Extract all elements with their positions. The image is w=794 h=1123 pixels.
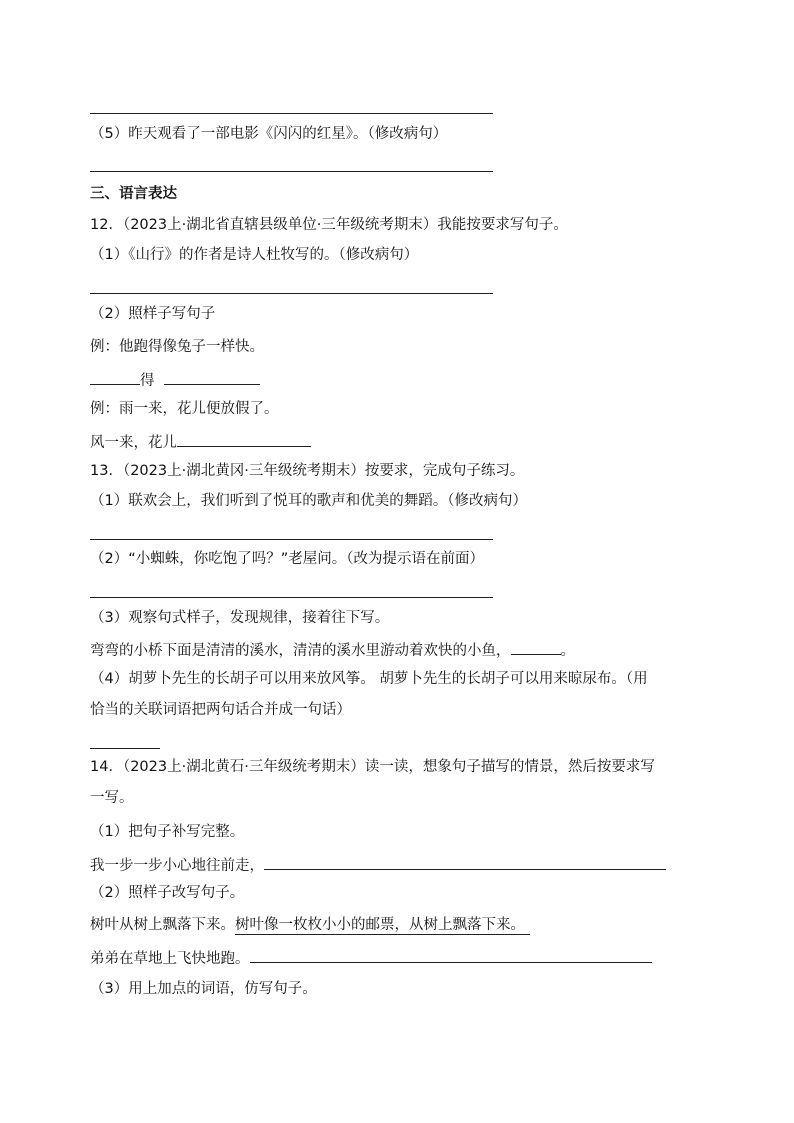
wind-prefix: 风一来，花儿 (90, 435, 177, 451)
run-prefix: 弟弟在草地上飞快地跑。 (90, 951, 250, 967)
question-12-part-1: （1）《山行》的作者是诗人杜牧写的。（修改病句） (90, 247, 419, 263)
de-char: 得 (140, 373, 155, 389)
question-11-5: （5）昨天观看了一部电影《闪闪的红星》。（修改病句） (90, 126, 448, 142)
question-12-part-2: （2）照样子写句子 (90, 306, 216, 322)
question-12-stem: 12．（2023上·湖北省直辖县级单位·三年级统考期末）我能按要求写句子。 (90, 217, 568, 233)
walk-prefix: 我一步一步小心地往前走， (90, 858, 264, 874)
fill-row-wind (90, 430, 311, 453)
answer-line[interactable] (90, 171, 493, 172)
fill-row-run (90, 946, 652, 969)
example-sentence: 例：雨一来，花儿便放假了。 (90, 401, 279, 417)
blank[interactable] (511, 638, 561, 655)
blank[interactable] (264, 853, 666, 870)
fill-row-walk (90, 853, 666, 876)
question-14-part-2: （2）照样子改写句子。 (90, 885, 245, 901)
question-14-part-3: （3）用上加点的词语，仿写句子。 (90, 981, 317, 997)
answer-line[interactable] (90, 597, 493, 598)
answer-line[interactable] (90, 539, 493, 540)
section-title: 三、语言表达 (90, 186, 177, 202)
question-13-part-1: （1）联欢会上，我们听到了悦耳的歌声和优美的舞蹈。（修改病句） (90, 493, 527, 509)
answer-line[interactable] (90, 113, 493, 114)
example-plain: 树叶从树上飘落下来。 (90, 917, 235, 933)
example-sentence: 例：他跑得像兔子一样快。 (90, 339, 264, 355)
question-14-stem-line1: 14．（2023上·湖北黄石·三年级统考期末）读一读，想象句子描写的情景，然后按要求写 (90, 759, 655, 775)
question-14-part-1: （1）把句子补写完整。 (90, 824, 245, 840)
blank[interactable] (250, 946, 652, 963)
answer-line[interactable] (90, 748, 160, 749)
period: 。 (560, 643, 575, 659)
example-row (90, 915, 530, 935)
question-13-stem: 13．（2023上·湖北黄冈·三年级统考期末）按要求，完成句子练习。 (90, 463, 525, 479)
question-13-part-3: （3）观察句式样子，发现规律，接着往下写。 (90, 610, 390, 626)
fill-row-de (90, 368, 260, 391)
question-13-part-2: （2）“小蜘蛛，你吃饱了吗？”老屋问。（改为提示语在前面） (90, 551, 484, 567)
blank[interactable] (90, 368, 140, 385)
pattern-sentence (90, 638, 575, 661)
blank[interactable] (164, 368, 260, 385)
question-13-part-4-line2: 恰当的关联词语把两句话合并成一句话） (90, 702, 351, 718)
question-14-stem-line2: 一写。 (90, 790, 134, 806)
answer-line[interactable] (90, 293, 493, 294)
example-underlined: 树叶像一枚枚小小的邮票，从树上飘落下来。 (235, 917, 525, 933)
question-13-part-4-line1: （4）胡萝卜先生的长胡子可以用来放风筝。 胡萝卜先生的长胡子可以用来晾尿布。（用 (90, 671, 648, 687)
blank[interactable] (177, 430, 311, 447)
pattern-text: 弯弯的小桥下面是清清的溪水，清清的溪水里游动着欢快的小鱼， (90, 643, 511, 659)
